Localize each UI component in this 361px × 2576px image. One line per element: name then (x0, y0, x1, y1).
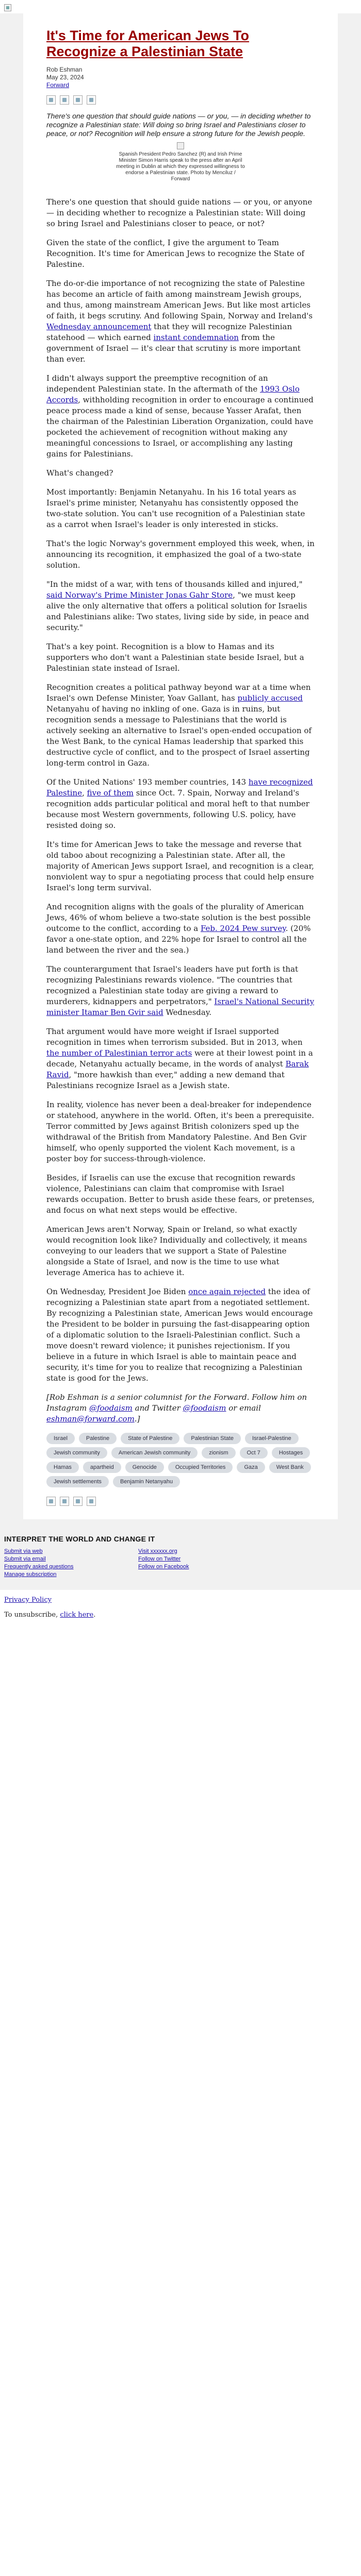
tag-chip[interactable]: Jewish settlements (46, 1476, 109, 1487)
tag-chip[interactable]: Israel-Palestine (245, 1433, 299, 1444)
inline-link[interactable]: Israel's National Security minister Itamar Ben Gvir said (46, 997, 315, 1017)
tag-chip[interactable]: apartheid (83, 1462, 121, 1473)
tag-chip[interactable]: zionism (202, 1447, 235, 1459)
paragraph: Recognition creates a political pathway beyond war at a time when Israel's own Defense Minister, Yoav Gallant, has publicly accused Netanyahu of having no inkling of one. Gaza is in ruins, but recognition sends a message to Palestinians that the world is actively seeking an alternative to Israel's open-ended occupation of the West Bank, to the cynical Hamas leadership that sparked this destructive cycle of conflict, and to the prospect of Israel asserting long-term control in Gaza. (46, 683, 312, 768)
footer-link[interactable]: Follow on Facebook (138, 1564, 189, 1570)
tag-chip[interactable]: Genocide (125, 1462, 164, 1473)
paragraph: I didn't always support the preemptive recognition of an independent Palestinian state. In the aftermath of the 1993 Oslo Accords, withholding recognition in order to encourage a continued peace process made a kind of sense, because Yasser Arafat, then the chairman of the Palestinian Liberation Organization, could have pocketed the achievement of recognition without making any meaningful concessions to Israel, or accomplishing any lasting gains for Palestinians. (46, 374, 314, 459)
footer-link[interactable]: Visit xxxxxx.org (138, 1548, 177, 1554)
author-name: Rob Eshman (46, 66, 83, 73)
inline-link[interactable]: once again rejected (188, 1287, 266, 1296)
article-card (23, 13, 338, 1519)
footer-links (4, 1548, 357, 1578)
share-icons-bottom (46, 1497, 315, 1506)
author-bio: [Rob Eshman is a senior columnist for the Forward. Follow him on Instagram @foodaism and Twitter @foodaism or email eshman@forward.com.] (46, 1393, 307, 1423)
tag-chip[interactable]: Occupied Territories (168, 1462, 233, 1473)
publish-date: May 23, 2024 (46, 74, 84, 81)
inline-link[interactable]: said Norway's Prime Minister Jonas Gahr Store (46, 590, 233, 600)
byline (46, 66, 315, 89)
paragraph: On Wednesday, President Joe Biden once again rejected the idea of recognizing a Palestinian state apart from a negotiated settlement. By recognizing a Palestinian state, American Jews would encourage the President to be bolder in pursuing the fast-disappearing option of a diplomatic solution to the Israeli-Palestinian conflict. Such a move doesn't reward violence; it punishes rejectionism. If you believe in a future in which Israel is able to maintain peace and security, it's time for you to realize that recognizing a Palestinian state is good for the Jews. (46, 1287, 313, 1383)
tag-chip[interactable]: West Bank (269, 1462, 311, 1473)
paragraph: There's one question that should guide nations — or you, or anyone — in deciding whether to recognize a Palestinian state: Will doing so bring Israel and Palestinians closer to peace, or not? (46, 197, 313, 228)
inline-link[interactable]: Wednesday announcement (46, 322, 152, 331)
inline-link[interactable]: 1993 Oslo Accords (46, 384, 300, 404)
tag-chip[interactable]: Benjamin Netanyahu (113, 1476, 180, 1487)
tag-chip[interactable]: Palestine (79, 1433, 117, 1444)
footer-column-left (4, 1548, 138, 1578)
tag-chip[interactable]: Israel (46, 1433, 75, 1444)
footer (0, 1519, 361, 1590)
tag-chip[interactable]: Hamas (46, 1462, 79, 1473)
share-icons-top (46, 95, 315, 105)
footer-link[interactable]: Submit via web (4, 1548, 43, 1554)
inline-link[interactable]: five of them (87, 788, 134, 798)
paragraph: American Jews aren't Norway, Spain or Ireland, so what exactly would recognition look like? Individually and collectively, it means conveying to our leaders that we support a State of Palestine alongside a State of Israel, and now is the time to use what leverage America has to achieve it. (46, 1225, 307, 1277)
inline-link[interactable]: instant condemnation (153, 333, 239, 342)
tag-chip[interactable]: State of Palestine (121, 1433, 179, 1444)
inline-link[interactable]: publicly accused (237, 693, 303, 703)
photo-caption: Spanish President Pedro Sanchez (R) and Irish Prime Minister Simon Harris speak to the press after an April meeting in Dublin at which they expressed willingness to endorse a Palestinian state. Photo by Menciluz / Forward (116, 151, 245, 182)
paragraph: What's changed? (46, 468, 113, 478)
privacy-policy-link[interactable]: Privacy Policy (4, 1596, 52, 1604)
tag-chip[interactable]: Palestinian State (184, 1433, 241, 1444)
photo-image-icon (177, 142, 184, 149)
twitter-share-icon[interactable] (60, 95, 69, 105)
tag-list (46, 1433, 315, 1487)
tag-chip[interactable]: Gaza (237, 1462, 265, 1473)
facebook-share-icon[interactable] (46, 1497, 56, 1506)
paragraph: That's the logic Norway's government employed this week, when, in announcing its recognition, it emphasized the goal of a two-state solution. (46, 539, 315, 570)
paragraph: That's a key point. Recognition is a blow to Hamas and its supporters who don't want a Palestinian state beside Israel, but a Palestinian state instead of Israel. (46, 642, 304, 673)
paragraph: Besides, if Israelis can use the excuse that recognition rewards violence, Palestinians can claim that compromise with Israel rewards occupation. Better to brush aside these fears, or pretenses, and focus on what next steps would be effective. (46, 1173, 315, 1215)
footer-link[interactable]: Submit via email (4, 1556, 46, 1562)
footer-column-right (138, 1548, 272, 1578)
paragraph: Most importantly: Benjamin Netanyahu. In his 16 total years as Israel's prime minister, Netanyahu has consistently opposed the two-state solution. You can't use recognition of a Palestinian state as a carrot when Israel's leader is only interested in sticks. (46, 487, 305, 529)
linkedin-share-icon[interactable] (73, 1497, 83, 1506)
paragraph: In reality, violence has never been a deal-breaker for independence or statehood, anywhere in the world. Often, it's been a prerequisite. Terror committed by Jews against British colonizers sped up the withdrawal of the British from Mandatory Palestine. And Ben Gvir himself, who openly supported the violent Kach movement, is a poster boy for success-through-violence. (46, 1100, 314, 1163)
tag-chip[interactable]: Jewish community (46, 1447, 107, 1459)
facebook-share-icon[interactable] (46, 95, 56, 105)
article-photo (46, 142, 315, 182)
tag-chip[interactable]: American Jewish community (111, 1447, 198, 1459)
paragraph: The counterargument that Israel's leaders have put forth is that recognizing Palestinians rewards violence. "The countries that recognized a Palestinian state today are giving a reward to murderers, kidnappers and perpetrators," Israel's National Security minister Itamar Ben Gvir said Wednesday. (46, 964, 315, 1017)
email-wrapper (0, 13, 361, 1590)
email-share-icon[interactable] (87, 95, 96, 105)
inline-link[interactable]: Feb. 2024 Pew survey (200, 924, 286, 933)
paragraph: And recognition aligns with the goals of the plurality of American Jews, 46% of whom believe a two-state solution is the best possible outcome to the conflict, according to a Feb. 2024 Pew survey. (20% favor a one-state option, and 22% hope for Israel to control all the land between the river and the sea.) (46, 902, 311, 955)
paragraph: It's time for American Jews to take the message and reverse that old taboo about recognizing a Palestinian state. After all, the majority of American Jews support Israel, and recognition is a clear, nonviolent way to spur a negotiating process that could help ensure Israel's long term survival. (46, 840, 314, 892)
unsubscribe-link[interactable]: click here (60, 1611, 94, 1619)
paragraph: "In the midst of a war, with tens of thousands killed and injured," said Norway's Prime Minister Jonas Gahr Store, "we must keep alive the only alternative that offers a political solution for Israelis and Palestinians alike: Two states, living side by side, in peace and security." (46, 580, 309, 632)
footer-link[interactable]: Follow on Twitter (138, 1556, 181, 1562)
paragraph: Given the state of the conflict, I give the argument to Team Recognition. It's time for American Jews to recognize the State of Palestine. (46, 238, 305, 269)
paragraph: Of the United Nations' 193 member countries, 143 have recognized Palestine, five of them since Oct. 7. Spain, Norway and Ireland's recognition adds particular political and moral heft to that number because most Western governments, following U.S. policy, have resisted doing so. (46, 777, 313, 830)
instagram-link[interactable]: @foodaism (89, 1403, 133, 1413)
footer-heading: INTERPRET THE WORLD AND CHANGE IT (4, 1535, 155, 1543)
article-dek: There's one question that should guide nations — or you, — in deciding whether to recognize a Palestinian state: Will doing so bring Israel and Palestinians closer to peace, or not? Recognition will help ensure a strong future for the Jewish people. (46, 112, 311, 138)
email-link[interactable]: eshman@forward.com (46, 1414, 135, 1423)
linkedin-share-icon[interactable] (73, 95, 83, 105)
unsubscribe-row: To unsubscribe, click here. (4, 1611, 96, 1619)
privacy-row (0, 1590, 361, 1604)
twitter-share-icon[interactable] (60, 1497, 69, 1506)
tag-chip[interactable]: Hostages (272, 1447, 310, 1459)
footer-link[interactable]: Manage subscription (4, 1571, 57, 1578)
forward-link[interactable]: Forward (46, 81, 70, 89)
article-title[interactable]: It's Time for American Jews To Recognize a Palestinian State (46, 28, 250, 59)
footer-link[interactable]: Frequently asked questions (4, 1564, 74, 1570)
inline-link[interactable]: Barak Ravid (46, 1059, 309, 1079)
twitter-link[interactable]: @foodaism (183, 1403, 226, 1413)
paragraph: The do-or-die importance of not recognizing the state of Palestine has become an article of faith among mainstream Jewish groups, and thus, among mainstream American Jews. But like most articles of faith, it begs scrutiny. And following Spain, Norway and Ireland's Wednesday announcement that they will recognize Palestinian statehood — which earned instant condemnation from the government of Israel — it's clear that scrutiny is more important than ever. (46, 279, 313, 364)
inline-link[interactable]: the number of Palestinian terror acts (46, 1048, 192, 1058)
logo-image-icon (4, 4, 11, 11)
email-share-icon[interactable] (87, 1497, 96, 1506)
inline-link[interactable]: have recognized Palestine (46, 777, 313, 798)
paragraph: That argument would have more weight if Israel supported recognition in times when terrorism subsided. But in 2013, when the number of Palestinian terror acts were at their lowest point in a decade, Netanyahu actually became, in the words of analyst Barak Ravid, "more hawkish than ever," adding a new demand that Palestinians recognize Israel as a Jewish state. (46, 1027, 313, 1090)
tag-chip[interactable]: Oct 7 (240, 1447, 268, 1459)
